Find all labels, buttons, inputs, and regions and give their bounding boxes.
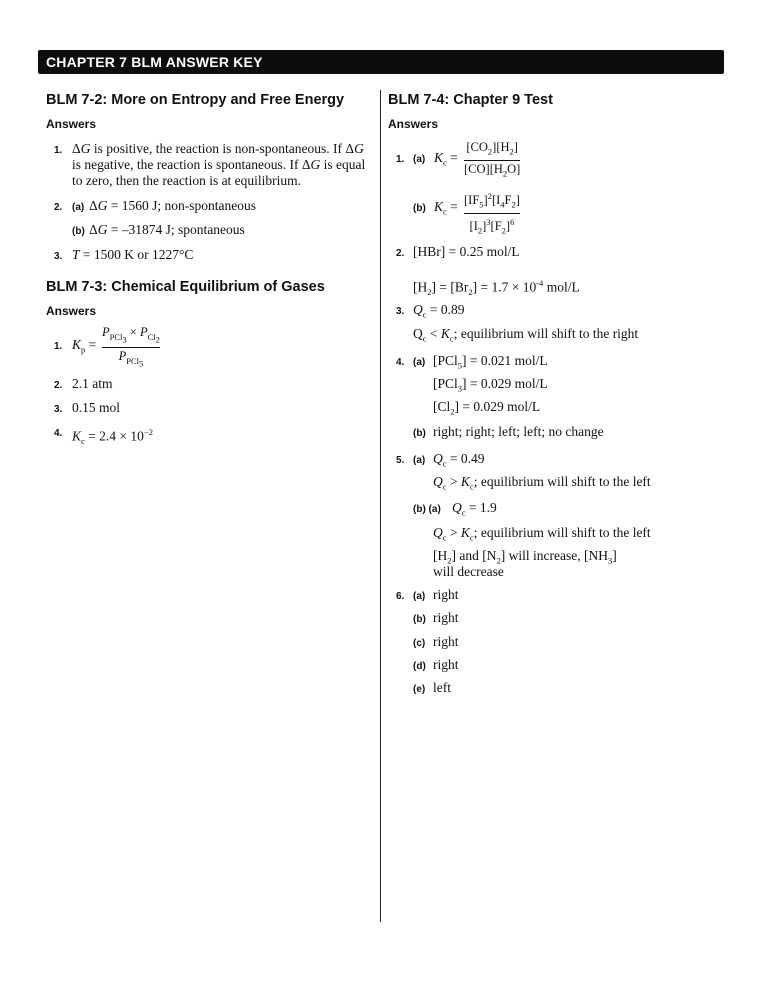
- q5a-shift: $Q_c > K_c$; equilibrium will shift to the left: [433, 474, 651, 492]
- q6c-answer: right: [433, 634, 459, 649]
- q5a-label: (a): [413, 455, 426, 466]
- kc-expression-b: $[IF_5]^2[I_4F_2]$ $[I_2]^3[F_2]^6$: [464, 191, 520, 236]
- q3-number: 3.: [396, 306, 405, 317]
- q4a-label: (a): [413, 357, 426, 368]
- q4a-cl2: $[Cl_2] = 0.029$ mol/L: [433, 399, 541, 417]
- q6b-answer: right: [433, 610, 459, 625]
- q5b-shift: $Q_c > K_c$; equilibrium will shift to the left: [433, 525, 651, 543]
- q6b-label: (b): [413, 614, 426, 625]
- blm72-title: BLM 7-2: More on Entropy and Free Energy: [46, 92, 345, 108]
- blm73-q3-number: 3.: [54, 404, 63, 415]
- q6d-answer: right: [433, 657, 459, 672]
- blm73-q2-answer: 2.1 atm: [72, 376, 113, 391]
- q5a-qc: $Q_c = 0.49$: [433, 451, 485, 469]
- q6c-label: (c): [413, 638, 426, 649]
- q6e-label: (e): [413, 684, 426, 695]
- blm72-answers-label: Answers: [46, 117, 97, 131]
- blm73-q2-number: 2.: [54, 380, 63, 391]
- blm72-q2-number: 2.: [54, 202, 63, 213]
- q1-number: 1.: [396, 154, 405, 165]
- q6a-answer: right: [433, 587, 459, 602]
- blm73-q3-answer: 0.15 mol: [72, 400, 121, 415]
- q4a-pcl5: [PCl$_5$] = 0.021 mol/L: [433, 353, 548, 371]
- q5b-qc: $Q_c = 1.9$: [452, 500, 497, 518]
- blm73-q4-answer: $K_c = 2.4 \times 10^{-2}$: [72, 427, 153, 447]
- q3-answer-shift: $Q_c < K_c$; equilibrium will shift to the right: [413, 326, 639, 344]
- q1b-label: (b): [413, 203, 426, 214]
- blm72-q3-number: 3.: [54, 251, 63, 262]
- blm72-q2b-label: (b): [72, 226, 85, 237]
- q6-number: 6.: [396, 591, 405, 602]
- q5b-label: (b) (a): [413, 504, 441, 515]
- q2-answer-hbr: [HBr] = 0.25 mol/L: [413, 244, 520, 259]
- blm73-title: BLM 7-3: Chemical Equilibrium of Gases: [46, 279, 325, 295]
- blm72-q2b-answer: ΔG = –31874 J; spontaneous: [89, 222, 245, 237]
- q1a-label: (a): [413, 154, 426, 165]
- chapter-banner: CHAPTER 7 BLM ANSWER KEY: [38, 50, 724, 74]
- column-divider: [380, 90, 381, 922]
- q5b-concentrations: $[H_2]$ and $[N_2]$ will increase, $[NH_3]$: [433, 548, 617, 566]
- q5-number: 5.: [396, 455, 405, 466]
- blm74-answers-label: Answers: [388, 117, 439, 131]
- q6a-label: (a): [413, 591, 426, 602]
- q6d-label: (d): [413, 661, 426, 672]
- blm72-q3-answer: T = 1500 K or 1227°C: [72, 247, 194, 262]
- blm72-q2a-answer: ΔG = 1560 J; non-spontaneous: [89, 198, 257, 213]
- blm74-title: BLM 7-4: Chapter 9 Test: [388, 92, 553, 108]
- q4a-pcl3: [PCl$_3$] = 0.029 mol/L: [433, 376, 548, 394]
- blm72-q1-answer: ΔG is positive, the reaction is non-spontaneous. If ΔG is negative, the reaction is spontaneous. If ΔG is equal to zero, then the reaction is at equilibrium.: [72, 141, 366, 188]
- blm73-answers-label: Answers: [46, 304, 97, 318]
- q4b-label: (b): [413, 428, 426, 439]
- kp-symbol: $K_p$ =: [72, 337, 97, 355]
- q5b-decrease: will decrease: [433, 564, 504, 579]
- blm72-q2a-label: (a): [72, 202, 85, 213]
- q3-answer-qc: $Q_c = 0.89$: [413, 302, 465, 320]
- kp-expression: $P_{PCl_3} \times P_{Cl_2}$ $P_{PCl_5}$: [102, 325, 160, 369]
- q4-number: 4.: [396, 357, 405, 368]
- q2-answer-h2-br2: $[H_2] = [Br_2] = 1.7 \times 10^{-4}$ mol/L: [413, 278, 580, 298]
- kc-symbol-b: $K_c$ =: [434, 199, 458, 217]
- blm73-q4-number: 4.: [54, 428, 63, 439]
- blm72-q1-number: 1.: [54, 145, 63, 156]
- q4b-answer: right; right; left; left; no change: [433, 424, 604, 439]
- q6e-answer: left: [433, 680, 451, 695]
- kc-symbol-a: $K_c$ =: [434, 150, 458, 168]
- blm73-q1-number: 1.: [54, 341, 63, 352]
- kc-expression-a: $[CO_2][H_2]$ $[CO][H_2O]$: [464, 140, 521, 178]
- q2-number: 2.: [396, 248, 405, 259]
